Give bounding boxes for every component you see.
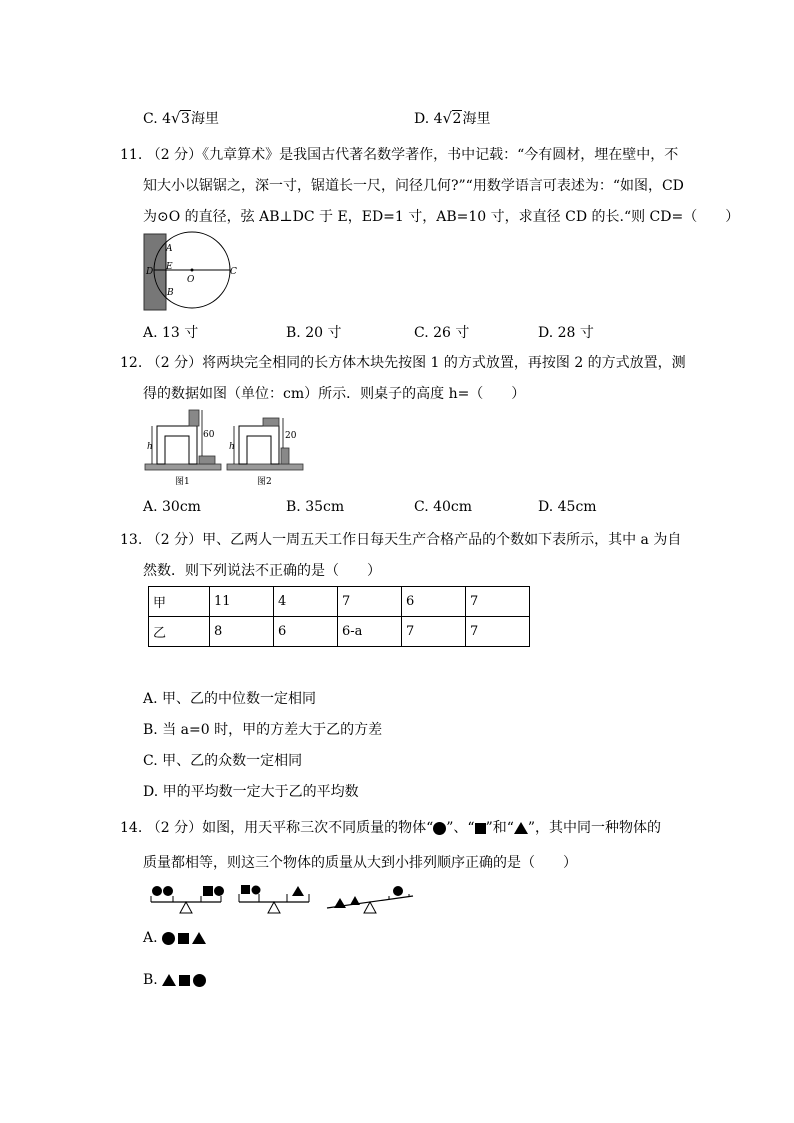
q14-stem-line-1: 14. （2 分）如图，用天平称三次不同质量的物体“ ”、“ ”和“ ”，其中同一种物体的 bbox=[120, 820, 662, 836]
q14-stem-line-2: 质量都相等，则这三个物体的质量从大到小排列顺序正确的是（ ） bbox=[143, 855, 577, 871]
q12-figure-1 bbox=[143, 406, 223, 488]
circle-icon bbox=[163, 886, 173, 896]
label-a: A bbox=[166, 244, 173, 254]
square-icon bbox=[178, 933, 189, 944]
balance-2 bbox=[239, 885, 309, 913]
table-cell: 6 bbox=[274, 617, 338, 647]
fig2-caption: 图2 bbox=[257, 477, 272, 487]
q11-stem-line-3: 为⊙O 的直径，弦 AB⊥DC 于 E，ED=1 寸，AB=10 寸，求直径 CD 的长.“则 CD=（ ） bbox=[143, 209, 740, 225]
fig2-h-label: h bbox=[229, 442, 235, 452]
table-cell: 7 bbox=[466, 587, 530, 617]
table-cell: 4 bbox=[274, 587, 338, 617]
fig1-value-label: 60 bbox=[203, 430, 215, 440]
q12-option-c[interactable]: C. 40cm bbox=[414, 499, 473, 515]
q13-stem-line-2: 然数．则下列说法不正确的是（ ） bbox=[143, 563, 381, 579]
q11-option-b[interactable]: B. 20 寸 bbox=[286, 325, 342, 341]
q14-option-a[interactable]: A. bbox=[143, 930, 209, 946]
balance-3 bbox=[327, 886, 413, 913]
center-dot bbox=[191, 269, 194, 272]
q14-balance-figures bbox=[143, 882, 443, 918]
label-o: O bbox=[187, 275, 195, 285]
sqrt-symbol: √ 3 bbox=[171, 111, 191, 127]
q11-option-c[interactable]: C. 26 寸 bbox=[414, 325, 470, 341]
table-cell: 8 bbox=[210, 617, 274, 647]
q12-stem-line-2: 得的数据如图（单位：cm）所示．则桌子的高度 h=（ ） bbox=[143, 386, 526, 402]
table-cell: 7 bbox=[338, 587, 402, 617]
circle-icon bbox=[252, 886, 261, 895]
q11-circle-figure bbox=[140, 230, 250, 314]
q14-option-b[interactable]: B. bbox=[143, 972, 209, 988]
q11-option-a[interactable]: A. 13 寸 bbox=[143, 325, 199, 341]
circle-icon bbox=[433, 822, 446, 835]
square-icon bbox=[475, 823, 486, 834]
circle-icon bbox=[152, 886, 162, 896]
table-cell: 7 bbox=[466, 617, 530, 647]
circle-icon bbox=[393, 886, 403, 896]
square-icon bbox=[179, 975, 190, 986]
triangle-icon bbox=[292, 886, 304, 896]
q12-option-a[interactable]: A. 30cm bbox=[143, 499, 201, 515]
fig1-h-label: h bbox=[147, 442, 153, 452]
balance-1 bbox=[151, 886, 224, 913]
fig1-caption: 图1 bbox=[175, 477, 190, 487]
q11-stem-line-1: 11. （2 分）《九章算术》是我国古代著名数学著作，书中记载：“今有圆材，埋在壁中，不 bbox=[120, 147, 679, 163]
label-e: E bbox=[166, 262, 173, 272]
square-icon bbox=[203, 886, 213, 896]
triangle-icon bbox=[350, 896, 360, 905]
circle-icon bbox=[162, 932, 175, 945]
q13-option-b[interactable]: B. 当 a=0 时，甲的方差大于乙的方差 bbox=[143, 722, 383, 738]
circle-icon bbox=[214, 886, 224, 896]
table-row bbox=[149, 617, 530, 647]
label-c: C bbox=[230, 267, 237, 277]
triangle-icon bbox=[162, 974, 176, 986]
q12-option-d[interactable]: D. 45cm bbox=[538, 499, 597, 515]
table-cell: 6 bbox=[402, 587, 466, 617]
square-icon bbox=[241, 885, 250, 894]
fig2-value-label: 20 bbox=[285, 431, 297, 441]
q13-option-a[interactable]: A. 甲、乙的中位数一定相同 bbox=[143, 691, 317, 707]
circle-icon bbox=[193, 974, 206, 987]
q13-option-c[interactable]: C. 甲、乙的众数一定相同 bbox=[143, 753, 303, 769]
q12-stem-line-1: 12. （2 分）将两块完全相同的长方体木块先按图 1 的方式放置，再按图 2 的方式放置，测 bbox=[120, 355, 686, 371]
label-d: D bbox=[146, 267, 154, 277]
table-cell: 乙 bbox=[149, 617, 210, 647]
sqrt-symbol: √ 2 bbox=[443, 111, 463, 127]
q13-data-table bbox=[148, 586, 530, 647]
table-cell: 7 bbox=[402, 617, 466, 647]
q12-option-b[interactable]: B. 35cm bbox=[286, 499, 345, 515]
q11-option-d[interactable]: D. 28 寸 bbox=[538, 325, 594, 341]
q13-option-d[interactable]: D. 甲的平均数一定大于乙的平均数 bbox=[143, 784, 359, 800]
table-cell: 甲 bbox=[149, 587, 210, 617]
q11-stem-line-2: 知大小以锯锯之，深一寸，锯道长一尺，问径几何?”“用数学语言可表述为：“如图，CD bbox=[143, 178, 684, 194]
triangle-icon bbox=[514, 822, 528, 834]
table-cell: 6-a bbox=[338, 617, 402, 647]
q10-option-d[interactable]: D. 4√ 2海里 bbox=[414, 108, 490, 128]
triangle-icon bbox=[334, 898, 346, 908]
q13-stem-line-1: 13. （2 分）甲、乙两人一周五天工作日每天生产合格产品的个数如下表所示，其中 a 为自 bbox=[120, 532, 682, 548]
triangle-icon bbox=[192, 932, 206, 944]
q12-figure-2 bbox=[225, 406, 305, 488]
table-row bbox=[149, 587, 530, 617]
table-cell: 11 bbox=[210, 587, 274, 617]
label-b: B bbox=[167, 288, 174, 298]
q10-option-c[interactable]: C. 4√ 3海里 bbox=[143, 108, 219, 128]
